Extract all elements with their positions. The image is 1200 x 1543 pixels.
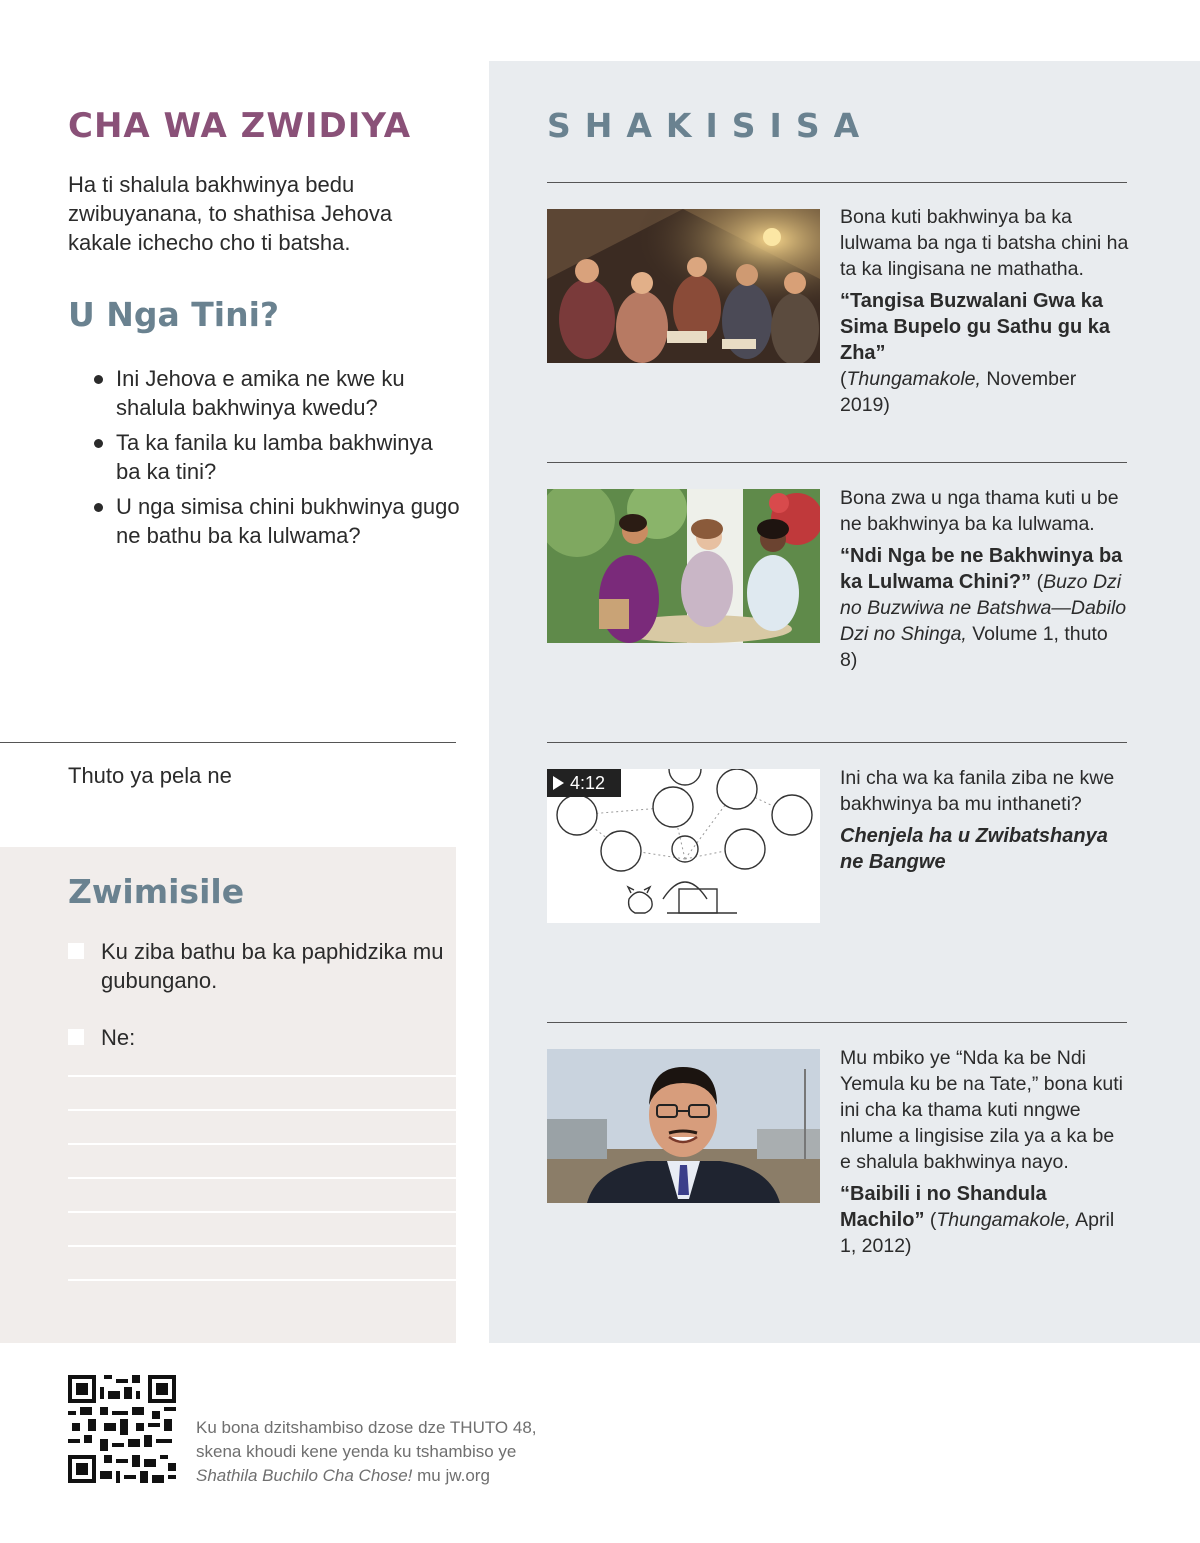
summary-title: CHA WA ZWIDIYA bbox=[68, 106, 412, 146]
write-in-line[interactable] bbox=[68, 1143, 456, 1145]
explore-entry-text bbox=[840, 765, 1130, 875]
explore-title: SHAKISISA bbox=[547, 106, 874, 145]
goal-checkbox[interactable] bbox=[68, 1029, 84, 1045]
entry-title-link[interactable]: Chenjela ha u Zwibatshanya ne Bangwe bbox=[840, 825, 1108, 873]
write-in-line[interactable] bbox=[68, 1279, 456, 1281]
goal-text: Ku ziba bathu ba ka paphidzika mu gubungano. bbox=[101, 939, 444, 993]
write-in-line[interactable] bbox=[68, 1211, 456, 1213]
explore-entry-text bbox=[840, 485, 1130, 673]
goals-title: Zwimisile bbox=[68, 872, 245, 911]
write-in-line[interactable] bbox=[68, 1075, 456, 1077]
entry-source-rest: Volume 1, thuto 8) bbox=[840, 623, 1108, 671]
divider bbox=[0, 742, 456, 743]
entry-title-link[interactable]: “Tangisa Buzwalani Gwa ka Sima Bupelo gu Sathu gu ka Zha” bbox=[840, 290, 1111, 364]
group-study-image bbox=[547, 209, 820, 363]
footer-line: mu jw.org bbox=[412, 1466, 490, 1485]
goal-checkbox[interactable] bbox=[68, 943, 84, 959]
entry-title-link[interactable]: “Baibili i no Shandula Machilo” bbox=[840, 1183, 1047, 1231]
video-duration-badge bbox=[547, 769, 621, 797]
entry-source-open: ( bbox=[1031, 571, 1044, 593]
man-portrait-thumbnail[interactable] bbox=[547, 1049, 820, 1203]
goals-box bbox=[0, 847, 456, 1343]
footer-publication: Shathila Buchilo Cha Chose! bbox=[196, 1466, 413, 1485]
entry-description: Bona kuti bakhwinya ba ka lulwama ba nga ti batsha chini ha ta ka lingisana ne mathatha. bbox=[840, 206, 1129, 280]
footer-text bbox=[196, 1416, 616, 1488]
goal-text: Ne: bbox=[101, 1025, 136, 1050]
entry-description: Mu mbiko ye “Nda ka be Ndi Yemula ku be na Tate,” bona kuti ini cha ka thama kuti nngwe nlume a lingisise zila ya a ka be e shalula bakhwinya nayo. bbox=[840, 1047, 1123, 1173]
divider bbox=[547, 182, 1127, 183]
play-icon bbox=[553, 776, 564, 790]
question-item: U nga simisa chini bukhwinya gugo ne bathu ba ka lulwama? bbox=[90, 492, 460, 550]
write-in-line[interactable] bbox=[68, 1177, 456, 1179]
divider bbox=[547, 462, 1127, 463]
divider bbox=[547, 742, 1127, 743]
explore-entry-text bbox=[840, 1045, 1130, 1259]
question-list bbox=[90, 364, 460, 556]
qr-code-icon[interactable] bbox=[68, 1375, 176, 1483]
entry-title-link[interactable]: “Ndi Nga be ne Bakhwinya ba ka Lulwama Chini?” bbox=[840, 545, 1123, 593]
footer-line: skena khoudi kene yenda ku tshambiso ye bbox=[196, 1442, 517, 1461]
video-thumbnail[interactable] bbox=[547, 769, 820, 923]
entry-source-rest: November 2019) bbox=[840, 368, 1077, 416]
entry-source-publication: Thungamakole, bbox=[846, 368, 981, 390]
entry-source-rest: April 1, 2012) bbox=[840, 1209, 1115, 1257]
group-study-thumbnail[interactable] bbox=[547, 209, 820, 363]
studied-date-label: Thuto ya pela ne bbox=[68, 763, 232, 788]
entry-source-publication: Thungamakole, bbox=[936, 1209, 1071, 1231]
three-women-image bbox=[547, 489, 820, 643]
entry-source-publication: Buzo Dzi no Buzwiwa ne Batshwa—Dabilo Dzi no Shinga, bbox=[840, 571, 1127, 645]
goal-item bbox=[68, 1023, 448, 1052]
entry-description: Bona zwa u nga thama kuti u be ne bakhwinya ba ka lulwama. bbox=[840, 487, 1119, 535]
question-item: Ta ka fanila ku lamba bakhwinya ba ka tini? bbox=[90, 428, 460, 486]
three-women-thumbnail[interactable] bbox=[547, 489, 820, 643]
divider bbox=[547, 1022, 1127, 1023]
video-duration: 4:12 bbox=[570, 773, 606, 793]
goal-item bbox=[68, 937, 448, 995]
what-you-think-title: U Nga Tini? bbox=[68, 295, 280, 334]
summary-text: Ha ti shalula bakhwinya bedu zwibuyanana, to shathisa Jehova kakale ichecho cho ti batsha. bbox=[68, 172, 393, 255]
write-in-line[interactable] bbox=[68, 1245, 456, 1247]
entry-source-open: ( bbox=[840, 368, 847, 390]
write-in-line[interactable] bbox=[68, 1109, 456, 1111]
smiling-man-image bbox=[547, 1049, 820, 1203]
footer-line: Ku bona dzitshambiso dzose dze THUTO 48, bbox=[196, 1418, 537, 1437]
entry-description: Ini cha wa ka fanila ziba ne kwe bakhwinya ba mu inthaneti? bbox=[840, 767, 1115, 815]
explore-entry-text bbox=[840, 204, 1130, 418]
entry-source-open: ( bbox=[924, 1209, 937, 1231]
question-item: Ini Jehova e amika ne kwe ku shalula bakhwinya kwedu? bbox=[90, 364, 460, 422]
